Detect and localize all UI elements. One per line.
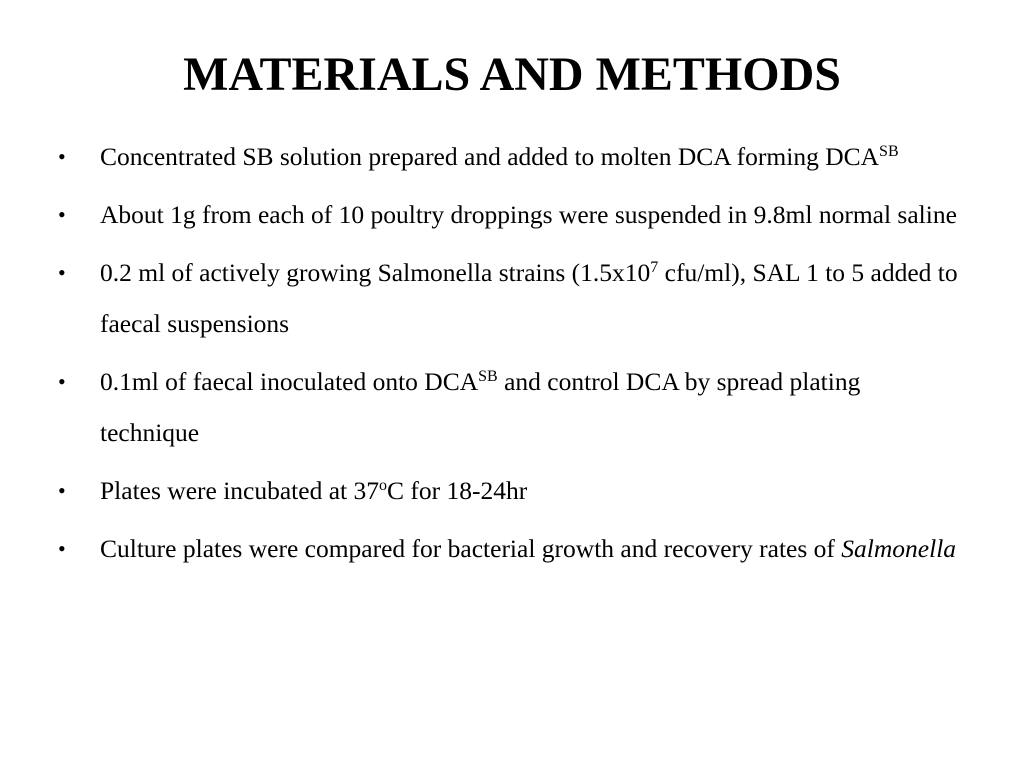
bullet-dot-icon: • [58, 202, 66, 227]
bullet-text: 0.1ml of faecal inoculated onto DCA [100, 367, 479, 396]
bullet-text: Plates were incubated at 37 [100, 476, 379, 505]
bullet-text: Culture plates were compared for bacterial growth and recovery rates of [100, 534, 842, 563]
bullet-dot-icon: • [58, 260, 66, 285]
bullet-item-3 [0, 247, 1024, 349]
bullet-item-2 [0, 189, 1024, 240]
bullet-item-4 [0, 356, 1024, 458]
superscript: SB [478, 368, 498, 385]
bullet-text: 0.2 ml of actively growing Salmonella strains (1.5x10 [100, 258, 651, 287]
slide-title: MATERIALS AND METHODS [183, 48, 841, 101]
bullet-dot-icon: • [58, 369, 66, 394]
superscript: 7 [650, 259, 659, 276]
bullet-dot-icon: • [58, 478, 66, 503]
superscript: o [378, 477, 387, 494]
bullet-text-continued: cfu/ml), SAL 1 to 5 added to faecal suspensions [100, 258, 958, 338]
bullet-text-continued: and control DCA by spread plating technique [100, 367, 861, 447]
italic-species-name: Salmonella [841, 534, 957, 563]
bullet-dot-icon: • [58, 536, 66, 561]
bullet-text: Concentrated SB solution prepared and added to molten DCA forming DCA [100, 142, 880, 171]
superscript: SB [879, 143, 899, 160]
bullet-item-6 [0, 523, 1024, 574]
bullet-text: About 1g from each of 10 poultry droppings were suspended in 9.8ml normal saline [100, 200, 957, 229]
bullet-dot-icon: • [58, 144, 66, 169]
bullet-text-continued: C for 18-24hr [386, 476, 528, 505]
bullet-item-5 [0, 465, 1024, 516]
bullet-item-1 [0, 131, 1024, 182]
bullet-list [0, 131, 1024, 581]
